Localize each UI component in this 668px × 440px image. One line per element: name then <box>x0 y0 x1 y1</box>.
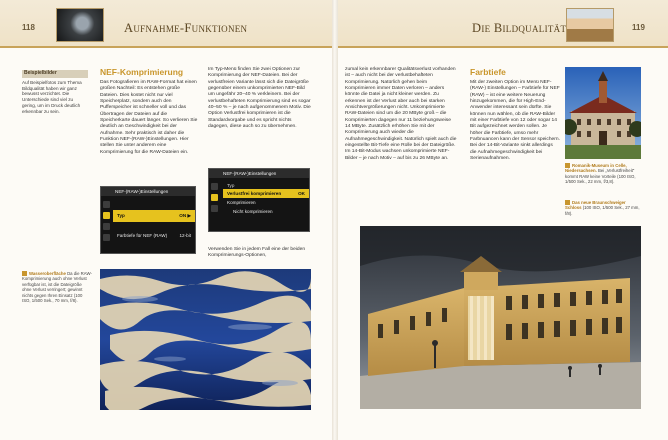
nef-paragraph-3: Verwenden Sie in jedem Fall eine der beiden Komprimierungs-Optionen, <box>208 247 306 259</box>
section-heading-nef: NEF-Komprimierung <box>100 67 184 77</box>
menu1-row-value: 12-bit <box>179 233 191 238</box>
castle-caption-title: Das neue Braunschweiger Schloss <box>565 200 626 211</box>
header-thumbnail-left <box>56 8 104 42</box>
menu2-tab <box>211 183 218 190</box>
sidebar-note <box>22 70 88 115</box>
menu2-subtitle: Typ <box>227 183 235 188</box>
right-page-header <box>338 0 668 48</box>
castle-photo <box>360 226 641 409</box>
menu2-row-compressed <box>223 198 309 207</box>
menu1-tabs <box>103 201 111 245</box>
menu1-row-label: Farbtiefe für NEF (RAW) <box>117 233 168 238</box>
menu1-row-value: ON ▶ <box>179 213 191 218</box>
menu2-row-uncompressed <box>223 207 309 216</box>
museum-caption-title: Romanik-Museum in Celle, Niedersachsen. <box>565 163 627 174</box>
section-heading-farbtiefe: Farbtiefe <box>470 67 506 77</box>
menu2-tab <box>211 205 218 212</box>
museum-photo-caption <box>565 163 641 184</box>
menu2-row-value: OK <box>298 191 305 196</box>
water-caption-title: Wasseroberfläche <box>29 271 66 276</box>
museum-photo <box>565 67 641 159</box>
menu2-row-label: Komprimieren <box>227 200 256 205</box>
menu2-row-lossless <box>223 189 309 198</box>
menu2-row-label: Verlustfrei komprimieren <box>227 191 282 196</box>
menu2-title: NEF-(RAW-)Einstellungen <box>209 169 309 178</box>
right-chapter-title: Die Bildqualität <box>472 21 567 35</box>
menu1-tab-active <box>103 212 110 219</box>
nef-text-column-2-continued <box>208 247 312 260</box>
menu1-tab <box>103 234 110 241</box>
camera-menu-screenshot-1 <box>100 186 196 254</box>
header-thumbnail-right <box>566 8 614 42</box>
water-photo-caption <box>22 271 92 303</box>
right-page-number: 119 <box>632 23 645 32</box>
left-page-number: 118 <box>22 23 35 32</box>
menu1-row-type <box>113 210 195 222</box>
menu1-tab <box>103 201 110 208</box>
book-gutter <box>332 0 338 440</box>
menu1-row-label: Typ <box>117 213 125 218</box>
menu2-row-label: Nicht komprimieren <box>233 209 273 214</box>
menu2-tabs <box>211 183 219 216</box>
museum-caption-text: Bei „Verlustfreiheit“ kommt RAW keine Vorteile (100 ISO, 1/500 Sek., 22 mm, f/3,8). <box>565 168 636 184</box>
left-page-header <box>0 0 332 48</box>
castle-caption-text: (100 ISO, 1/500 Sek., 27 mm, f/8). <box>565 205 640 216</box>
menu2-tab-active <box>211 194 218 201</box>
left-chapter-title: Aufnahme-Funktionen <box>124 21 248 35</box>
sidebar-heading: Beispielbilder <box>22 70 88 78</box>
nef-paragraph-1: Das Fotografieren im RAW-Format hat einen großen Nachteil: Es entstehen große Dateien. Dies kostet nicht nur viel Speicherplatz, sondern auch den Pufferspeicher ist schneller voll und das Übertragen der Dateien auf die Speicherkarte dauert länger. So verlieren Sie deutlich an Geschwindigkeit bei der Aufnahme. Sehr praktisch ist daher die Funktion NEF-(RAW-)Einstellungen. Hier stellen Sie unter anderem eine Komprimierung für die RAW-Dateien ein. <box>100 80 198 155</box>
water-caption-text: Da die RAW-Komprimierung auch ohne Verlust verfügbar ist, ist die Dateigröße ohne Verlust verringert; gewinnt nichts gegen Ihren Einsatz (100 ISO, 1/500 Sek., 70 mm, f/8). <box>22 271 92 304</box>
water-surface-photo <box>100 269 311 410</box>
menu1-tab <box>103 223 110 230</box>
farbtiefe-paragraph: Mit der zweiten Option im Menü NEF-(RAW-) Einstellungen – Farbtiefe für NEF (RAW) – ist eine weitere Neuerung hinzugekommen, die für High-End-Anwender interessant sein dürfte. Sie können nun wählen, ob die RAW-Bilder mit einer Farbtiefe von 12 oder sogar 14 Bit aufgezeichnet werden sollen. Je höher die Farbtiefe, umso mehr Farbnuancen kann der Sensor speichern. Bei der 14-Bit-Variante sinkt allerdings die Aufnahmegeschwindigkeit bei Serienaufnahmen. <box>470 80 560 162</box>
menu1-title: NEF-(RAW-)Einstellungen <box>101 187 195 196</box>
compression-text-column <box>345 67 457 162</box>
menu1-row-bitdepth <box>113 230 195 241</box>
nef-paragraph-2: Im Typ-Menü finden Sie zwei Optionen zur Komprimierung der NEF-Dateien. Bei der verlustfreien Variante lässt sich die Dateigröße gegenüber einem unkomprimierten NEF-Bild um ungefähr 20–40 % verkleinern. Bei der verlustbehafteten Komprimierung sind es sogar 40–50 % – je nach aufgenommenem Motiv. Die Option Verlustfrei komprimieren ist die Standardvorgabe und es spricht nichts dagegen, diese auch so zu übernehmen. <box>208 67 311 130</box>
compression-paragraph: zumal kein erkennbarer Qualitätsverlust vorhanden ist – auch nicht bei der verlustbehafteten Komprimierung. Natürlich gehen beim Komprimieren immer Daten verloren – anders könnte die Datei ja nicht kleiner werden. Zu erkennen ist der Verlust aber auch bei starken Ansichtvergrößerungen nicht. Unkomprimierte RAW-Dateien sind um die 20 MByte groß – die Komprimierten dagegen nur 11 beziehungsweise 14 MByte. Zusätzlich erhöhen Sie mit der Komprimierung auch wieder die Aufnahmegeschwindigkeit. Natürlich spielt auch die eingestellte Bit-Tiefe eine Rolle bei der Dateigröße. Im 14-Bit-Modus wachsen unkomprimierte NEF-Bilder – je nach Motiv – auf bis zu 26 MByte an. <box>345 67 457 161</box>
sidebar-text: Auf Beispielfotos zum Thema Bildqualität haben wir ganz bewusst verzichtet. Die Unterschiede sind viel zu gering, um im Druck deutlich erkennbar zu sein. <box>22 79 82 114</box>
farbtiefe-text-column <box>470 80 560 162</box>
castle-photo-caption <box>565 200 641 216</box>
nef-text-column-1 <box>100 80 198 156</box>
camera-menu-screenshot-2 <box>208 168 310 232</box>
nef-text-column-2 <box>208 67 312 130</box>
